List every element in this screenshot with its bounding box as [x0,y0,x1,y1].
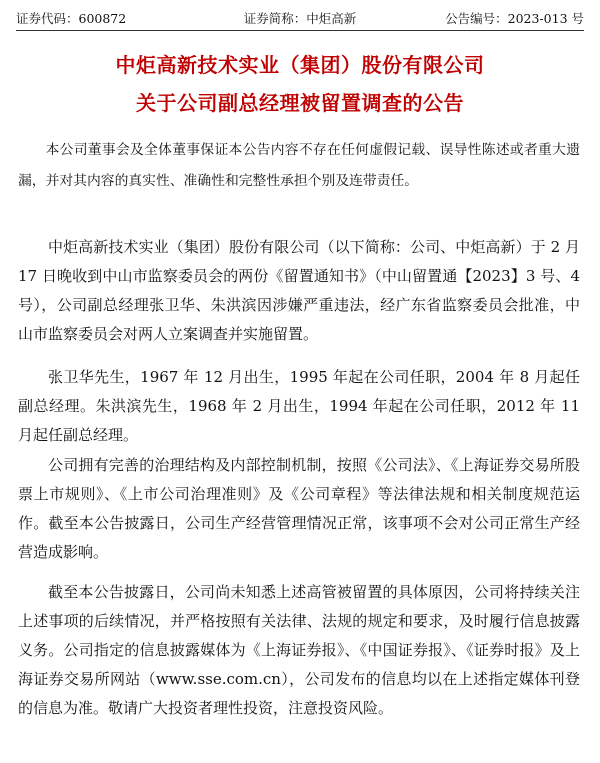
stock-name: 证券简称：中炬高新 [243,11,357,26]
paragraph-executive-bios: 张卫华先生，1967 年 12 月出生，1995 年起在公司任职，2004 年 8 月起任副总经理。朱洪滨先生，1968 年 2 月出生，1994 年起在公司任职，2012 年 11 月起任副总经理。 [18,368,580,444]
board-disclaimer: 本公司董事会及全体董事保证本公告内容不存在任何虚假记载、误导性陈述或者重大遗漏，并对其内容的真实性、准确性和完整性承担个别及连带责任。 [18,142,580,189]
paragraph-detention-notice: 中炬高新技术实业（集团）股份有限公司（以下简称：公司、中炬高新）于 2 月 17 日晚收到中山市监察委员会的两份《留置通知书》（中山留置通【2023】3 号、4 号），公司副总经理张卫华、朱洪滨因涉嫌严重违法，经广东省监察委员会批准，中山市监察委员会对两人立案调查并实施留置。 [18,238,580,343]
document-header [16,0,584,31]
announcement-number: 公告编号：2023-013 号 [445,11,584,26]
stock-code: 证券代码：600872 [16,11,127,26]
announcement-title: 关于公司副总经理被留置调查的公告 [136,91,464,115]
paragraph-disclosure-risk: 截至本公告披露日，公司尚未知悉上述高管被留置的具体原因，公司将持续关注上述事项的后续情况，并严格按照有关法律、法规的规定和要求，及时履行信息披露义务。公司指定的信息披露媒体为《上海证券报》、《中国证券报》、《证券时报》及上海证券交易所网站（www.sse.com.cn），公司发布的信息均以在上述指定媒体刊登的信息为准。敬请广大投资者理性投资，注意投资风险。 [18,583,580,717]
company-title: 中炬高新技术实业（集团）股份有限公司 [115,53,485,77]
paragraph-governance: 公司拥有完善的治理结构及内部控制机制，按照《公司法》、《上海证券交易所股票上市规则》、《上市公司治理准则》及《公司章程》等法律法规和相关制度规范运作。截至本公告披露日，公司生产经营管理情况正常，该事项不会对公司正常生产经营造成影响。 [18,456,580,561]
